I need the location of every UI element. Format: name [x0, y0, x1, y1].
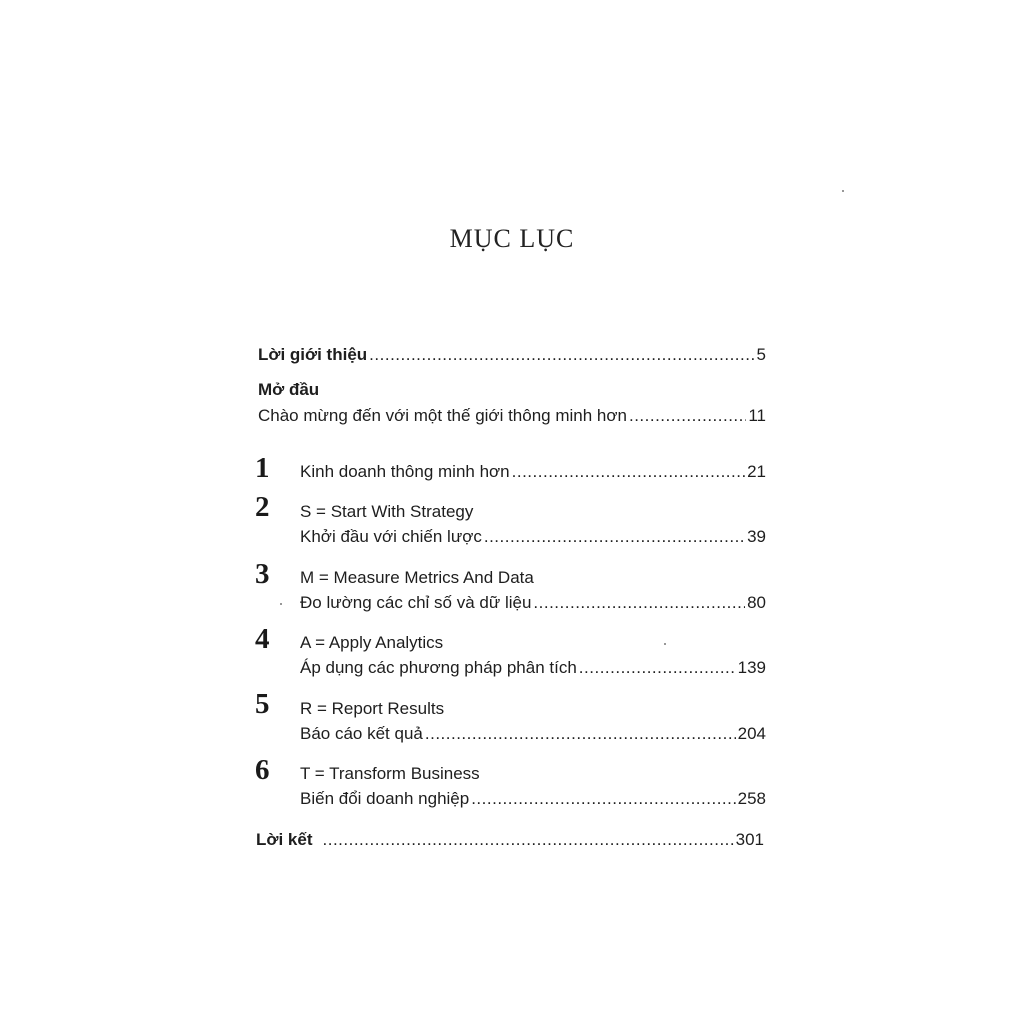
leader-dots	[579, 658, 736, 678]
chapter-page-number: 39	[747, 527, 766, 546]
leader-dots	[484, 527, 745, 547]
chapter-title: M = Measure Metrics And Data	[300, 568, 534, 587]
toc-entry-chapter-3	[300, 593, 766, 613]
chapter-subtitle: Áp dụng các phương pháp phân tích	[300, 658, 577, 677]
chapter-subtitle: Kinh doanh thông minh hơn	[300, 462, 510, 481]
chapter-number: 4	[255, 623, 270, 655]
chapter-subtitle: Báo cáo kết quả	[300, 724, 423, 743]
epilogue-label: Lời kết	[256, 830, 313, 849]
chapter-page-number: 139	[737, 658, 766, 677]
toc-entry-prologue	[258, 406, 766, 426]
chapter-title: T = Transform Business	[300, 764, 480, 783]
chapter-title: S = Start With Strategy	[300, 502, 474, 521]
leader-dots	[471, 789, 735, 809]
leader-dots	[533, 593, 745, 613]
prologue-heading: Mở đầu	[258, 380, 320, 399]
scan-speck	[664, 643, 666, 645]
leader-dots	[369, 345, 754, 365]
scan-speck	[280, 603, 282, 605]
toc-entry-chapter-5	[300, 724, 766, 744]
scan-speck	[842, 190, 844, 192]
chapter-number: 2	[255, 491, 270, 523]
chapter-number: 1	[255, 452, 270, 484]
toc-entry-chapter-6	[300, 789, 766, 809]
intro-page-number: 5	[756, 345, 766, 364]
chapter-subtitle: Khởi đầu với chiến lược	[300, 527, 482, 546]
toc-entry-chapter-2	[300, 527, 766, 547]
prologue-line: Chào mừng đến với một thế giới thông minh hơn	[258, 406, 627, 425]
leader-dots	[323, 830, 734, 850]
toc-entry-chapter-1	[300, 462, 766, 482]
chapter-page-number: 258	[737, 789, 766, 808]
chapter-page-number: 80	[747, 593, 766, 612]
toc-entry-chapter-4	[300, 658, 766, 678]
chapter-number: 6	[255, 754, 270, 786]
chapter-subtitle: Đo lường các chỉ số và dữ liệu	[300, 593, 532, 612]
toc-entry-intro	[258, 345, 766, 365]
leader-dots	[629, 406, 746, 426]
intro-label: Lời giới thiệu	[258, 345, 368, 364]
chapter-page-number: 21	[747, 462, 766, 481]
chapter-title: A = Apply Analytics	[300, 633, 444, 652]
prologue-page-number: 11	[748, 406, 766, 425]
chapter-number: 3	[255, 558, 270, 590]
epilogue-page-number: 301	[735, 830, 764, 849]
chapter-title: R = Report Results	[300, 699, 445, 718]
leader-dots	[512, 462, 745, 482]
leader-dots	[425, 724, 736, 744]
chapter-number: 5	[255, 688, 270, 720]
page-title: MỤC LỤC	[449, 224, 575, 253]
toc-entry-epilogue	[256, 830, 764, 850]
chapter-page-number: 204	[737, 724, 766, 743]
chapter-subtitle: Biến đổi doanh nghiệp	[300, 789, 470, 808]
